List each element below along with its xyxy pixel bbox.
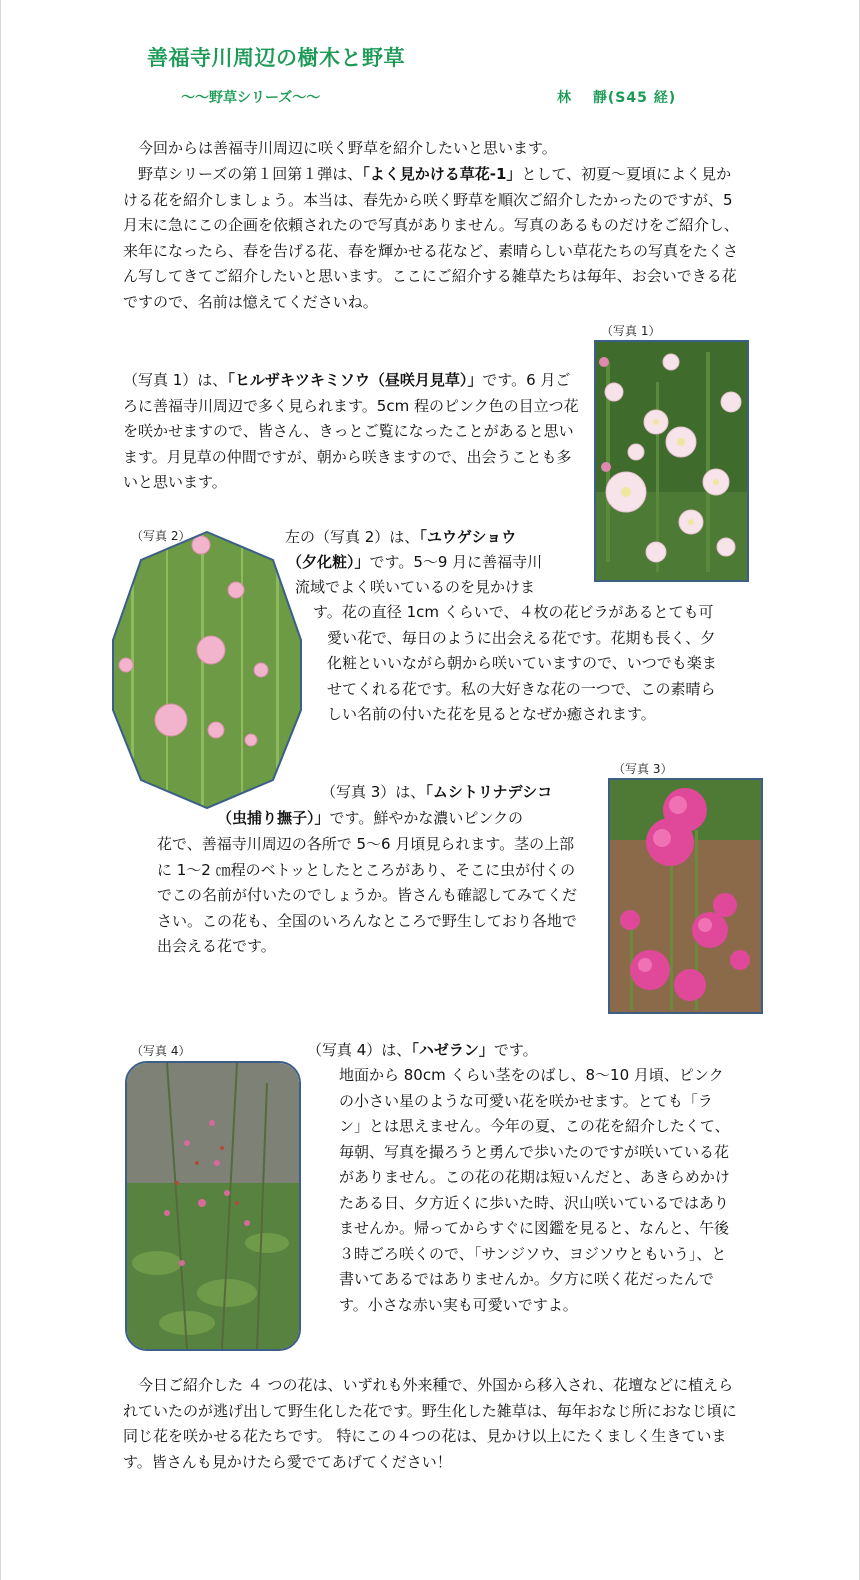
catchfly-photo-icon — [608, 778, 763, 1014]
photo-1-caption: （写真 1） — [601, 324, 661, 338]
section-1-text: （写真 1）は、「ヒルザキツキミソウ（昼咲月見草）」です。6 月ごろに善福寺川周辺で多く見られます。5cm 程のピンク色の目立つ花を咲かせますので、皆さん、きっとご覧になったことがあると思います。月見草の仲間ですが、朝から咲きますので、出会うことも多いと思います。 — [123, 371, 579, 491]
intro-paragraph-1: 今回からは善福寺川周辺に咲く野草を紹介したいと思います。 — [138, 139, 557, 157]
section-3-line-1: （写真 3）は、「ムシトリナデシコ — [321, 783, 553, 801]
author-name: 林 靜(S45 経) — [557, 90, 677, 106]
section-2-line-1: 左の（写真 2）は、「ユウゲショウ — [285, 528, 517, 546]
photo-3-caption: （写真 3） — [613, 762, 673, 776]
photo-4-caption: （写真 4） — [131, 1044, 191, 1058]
series-subtitle: ～～野草シリーズ～～ — [181, 90, 321, 106]
section-3-text: 花で、善福寺川周辺の各所で 5～6 月頃見られます。茎の上部に 1～2 ㎝程のベトッとしたところがあり、そこに虫が付くのでこの名前が付いたのでしょうか。皆さんも確認してみてください。この花も、全国のいろんなところで野生しており各地で出会える花です。 — [157, 835, 578, 955]
photo-2-caption: （写真 2） — [131, 529, 191, 543]
closing-paragraph: 今日ご紹介した ４ つの花は、いずれも外来種で、外国から移入され、花壇などに植えられていたのが逃げ出して野生化した花です。野生化した雑草は、毎年おなじ所におなじ頃に同じ花を咲かせる花たちです。 特にこの４つの花は、見かけ以上にたくましく生きています。皆さんも見かけたら愛でてあげてください！ — [123, 1376, 737, 1471]
section-3-line-2: （虫捕り撫子）」です。鮮やかな濃いピンクの — [217, 809, 524, 827]
intro-paragraph-2: 野草シリーズの第１回第１弾は、「よく見かける草花-1」として、初夏～夏頃によく見かける花を紹介しましょう。本当は、春先から咲く野草を順次ご紹介したかったのですが、5 月末に急にこの企画を依頼されたので写真がありません。写真のあるものだけをご紹介し、来年になったら、春を告げる花、春を輝かせる花など、素晴らしい草花たちの写真をたくさん写してきてご紹介したいと思います。ここにご紹介する雑草たちは毎年、お会いできる花ですので、名前は憶えてくださいね。 — [123, 165, 739, 311]
section-2-line-3: 流域でよく咲いているのを見かけま — [295, 578, 536, 596]
section-4-line-1: （写真 4）は、「ハゼラン」です。 — [307, 1041, 538, 1059]
page-title: 善福寺川周辺の樹木と野草 — [147, 46, 405, 70]
pink-evening-primrose-photo-icon — [111, 530, 303, 810]
section-4-text: 地面から 80cm くらい茎をのばし、8～10 月頃、ピンクの小さい星のような可愛い花を咲かせます。とても「ラン」とは思えません。今年の夏、この花を紹介したくて、毎朝、写真を撮ろうと勇んで歩いたのですが咲いている花がありません。この花の花期は短いんだと、あきらめかけたある日、夕方近くに歩いた時、沢山咲いているではありませんか。帰ってからすぐに図鑑を見ると、なんと、午後３時ごろ咲くので、「サンジソウ、ヨジソウともいう」、と書いてあるではありませんか。夕方に咲く花だったんです。小さな赤い実も可愛いですよ。 — [339, 1066, 730, 1314]
evening-primrose-photo-icon — [594, 340, 749, 582]
jewels-of-opar-photo-icon — [125, 1061, 301, 1351]
section-2-line-2: （夕化粧）」です。5～9 月に善福寺川 — [287, 553, 543, 571]
section-2-text: す。花の直径 1cm くらいで、４枚の花ビラがあるとても可愛い花で、毎日のように出会える花です。花期も長く、夕化粧といいながら朝から咲いていますので、いつでも楽ませてくれる花です。私の大好きな花の一つで、この素晴らしい名前の付いた花を見るとなぜか癒されます。 — [313, 603, 717, 723]
